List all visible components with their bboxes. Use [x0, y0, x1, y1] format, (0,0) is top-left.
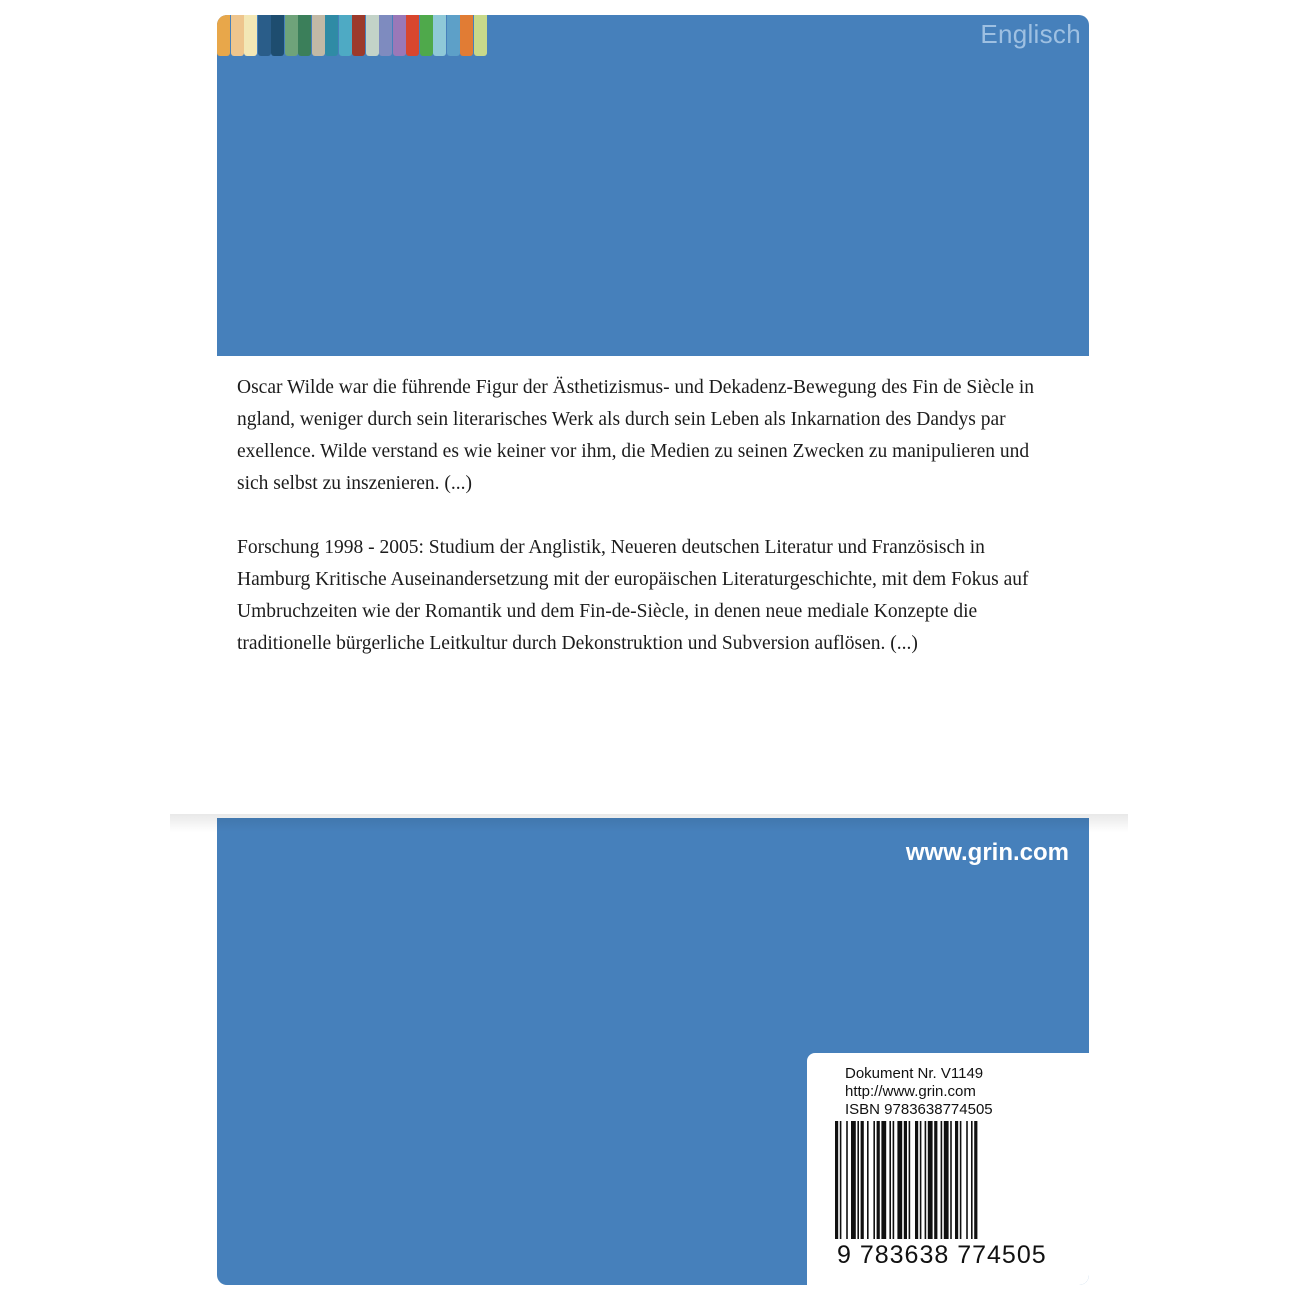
color-stripe	[231, 15, 244, 56]
color-stripe	[285, 15, 298, 56]
barcode-digits: 9 783638 774505	[837, 1241, 1047, 1269]
color-stripe	[271, 15, 284, 56]
description-paragraph-2: Forschung 1998 - 2005: Studium der Anglistik, Neueren deutschen Literatur und Französisch in Hamburg Kritische Auseinandersetzung mit der europäischen Literaturgeschichte, mit dem Fokus auf Umbruchzeiten wie der Romantik und dem Fin-de-Siècle, in denen neue mediale Konzepte die traditionelle bürgerliche Leitkultur durch Dekonstruktion und Subversion auflösen. (...)	[237, 537, 1029, 654]
color-stripe	[460, 15, 473, 56]
color-stripe	[447, 15, 460, 56]
description-text	[237, 372, 1057, 692]
color-stripe	[325, 15, 338, 56]
color-stripe	[352, 15, 365, 56]
barcode-icon	[835, 1121, 1061, 1239]
color-stripe	[474, 15, 487, 56]
document-meta	[845, 1065, 993, 1119]
isbn-text: ISBN 9783638774505	[845, 1101, 993, 1118]
barcode-panel	[807, 1053, 1089, 1285]
book-back-cover	[217, 15, 1089, 1285]
color-stripe	[406, 15, 419, 56]
color-stripes	[217, 15, 487, 56]
color-stripe	[217, 15, 230, 56]
top-color-band	[217, 15, 1089, 356]
color-stripe	[298, 15, 311, 56]
color-stripe	[420, 15, 433, 56]
document-number: Dokument Nr. V1149	[845, 1065, 984, 1082]
color-stripe	[258, 15, 271, 56]
description-paragraph-1: Oscar Wilde war die führende Figur der Ästhetizismus- und Dekadenz-Bewegung des Fin de Siècle in ngland, weniger durch sein literarisches Werk als durch sein Leben als Inkarnation des Dandys par exellence. Wilde verstand es wie keiner vor ihm, die Medien zu seinen Zwecken zu manipulieren und sich selbst zu inszenieren. (...)	[237, 377, 1035, 494]
publisher-url[interactable]: www.grin.com	[905, 839, 1069, 866]
color-stripe	[366, 15, 379, 56]
document-link[interactable]: http://www.grin.com	[845, 1083, 976, 1100]
color-stripe	[393, 15, 406, 56]
color-stripe	[312, 15, 325, 56]
bottom-color-band	[217, 818, 1089, 1285]
color-stripe	[433, 15, 446, 56]
cover-shadow	[170, 814, 1128, 832]
color-stripe	[379, 15, 392, 56]
color-stripe	[244, 15, 257, 56]
language-label: Englisch	[980, 19, 1081, 49]
color-stripe	[339, 15, 352, 56]
